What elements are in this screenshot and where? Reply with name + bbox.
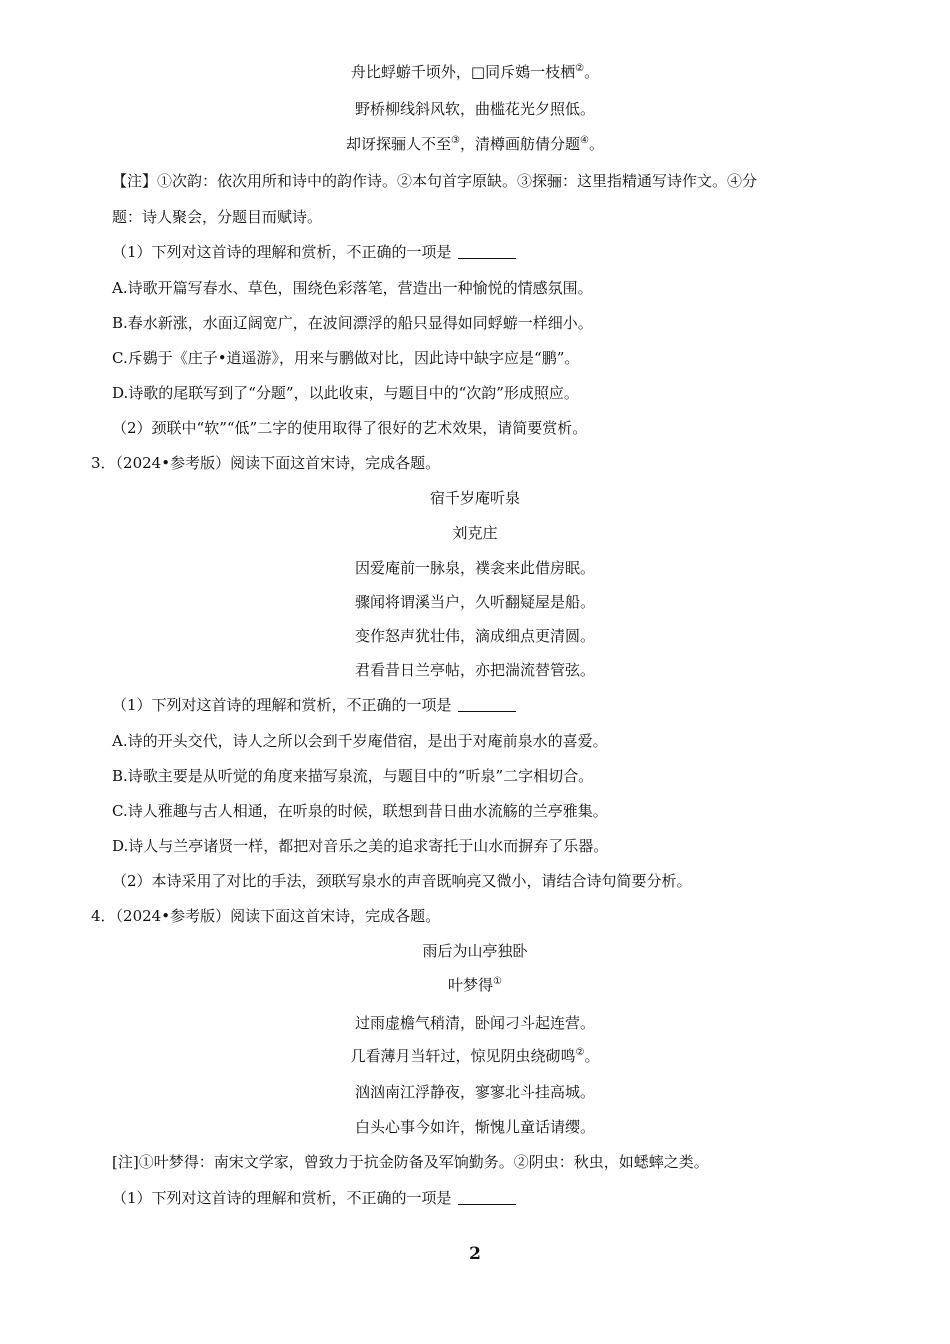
poem-line: 白头心事今如许，惭愧儿童话请缨。 <box>354 1118 595 1136</box>
poem-line: 几看薄月当轩过，惊见阴虫绕砌鸣②。 <box>350 1047 600 1065</box>
poem-line: 变作怒声犹壮伟，滴成细点更清圆。 <box>354 627 595 645</box>
option: C.斥鷃于《庄子•逍遥游》，用来与鹏做对比，因此诗中缺字应是“鹏”。 <box>112 349 580 367</box>
poem-line: 因爱庵前一脉泉，襆衾来此借房眠。 <box>354 559 595 577</box>
sub-question: （1）下列对这首诗的理解和赏析，不正确的一项是 <box>112 1188 516 1208</box>
poem-author: 叶梦得① <box>448 976 502 994</box>
option: B.诗歌主要是从听觉的角度来描写泉流，与题目中的“听泉”二字相切合。 <box>112 767 594 785</box>
poem-line: 骤闻将谓溪当户，久听翻疑屋是船。 <box>354 593 595 611</box>
option: C.诗人雅趣与古人相通，在听泉的时候，联想到昔日曲水流觞的兰亭雅集。 <box>112 802 608 820</box>
poem-author: 刘克庄 <box>452 524 498 542</box>
poem-line: 舟比蜉蝣千顷外，□同斥鴳一枝栖②。 <box>350 63 600 81</box>
poem-note-continued: 题：诗人聚会，分题目而赋诗。 <box>112 208 323 226</box>
poem-line: 汹汹南江浮静夜，寥寥北斗挂高城。 <box>354 1083 595 1101</box>
option: B.春水新涨，水面辽阔宽广，在波间漂浮的船只显得如同蜉蝣一样细小。 <box>112 314 593 332</box>
poem-title: 宿千岁庵听泉 <box>429 489 520 507</box>
answer-blank[interactable] <box>458 1190 516 1205</box>
poem-note: 【注】①次韵：依次用所和诗中的韵作诗。②本句首字原缺。③探骊：这里指精通写诗作文。④分 <box>112 172 758 190</box>
poem-line: 却讶探骊人不至③，清樽画舫倩分题④。 <box>346 135 604 153</box>
poem-line: 君看昔日兰亭帖，亦把湍流替管弦。 <box>354 661 595 679</box>
sub-question: （2）本诗采用了对比的手法，颈联写泉水的声音既响亮又微小，请结合诗句简要分析。 <box>112 872 692 890</box>
poem-title: 雨后为山亭独卧 <box>422 942 528 960</box>
poem-line: 过雨虚檐气稍清，卧闻刁斗起连营。 <box>354 1014 595 1032</box>
option: D.诗歌的尾联写到了“分题”，以此收束，与题目中的“次韵”形成照应。 <box>112 384 579 402</box>
option: A.诗的开头交代，诗人之所以会到千岁庵借宿，是出于对庵前泉水的喜爱。 <box>112 732 608 750</box>
question-header: 4．（2024•参考版）阅读下面这首宋诗，完成各题。 <box>91 907 441 925</box>
page-number: 2 <box>469 1244 481 1264</box>
sub-question: （2）颈联中“软”“低”二字的使用取得了很好的艺术效果，请简要赏析。 <box>112 419 588 437</box>
option: D.诗人与兰亭诸贤一样，都把对音乐之美的追求寄托于山水而摒弃了乐器。 <box>112 837 609 855</box>
option: A.诗歌开篇写春水、草色，围绕色彩落笔，营造出一种愉悦的情感氛围。 <box>112 279 593 297</box>
poem-line: 野桥柳线斜风软，曲槛花光夕照低。 <box>354 100 595 118</box>
question-header: 3．（2024•参考版）阅读下面这首宋诗，完成各题。 <box>91 454 441 472</box>
sub-question: （1）下列对这首诗的理解和赏析，不正确的一项是 <box>112 695 516 715</box>
answer-blank[interactable] <box>458 244 516 259</box>
sub-question: （1）下列对这首诗的理解和赏析，不正确的一项是 <box>112 242 516 262</box>
poem-note: [注]①叶梦得：南宋文学家，曾致力于抗金防备及军饷勤务。②阴虫：秋虫，如蟋蟀之类。 <box>112 1153 709 1171</box>
answer-blank[interactable] <box>458 697 516 712</box>
